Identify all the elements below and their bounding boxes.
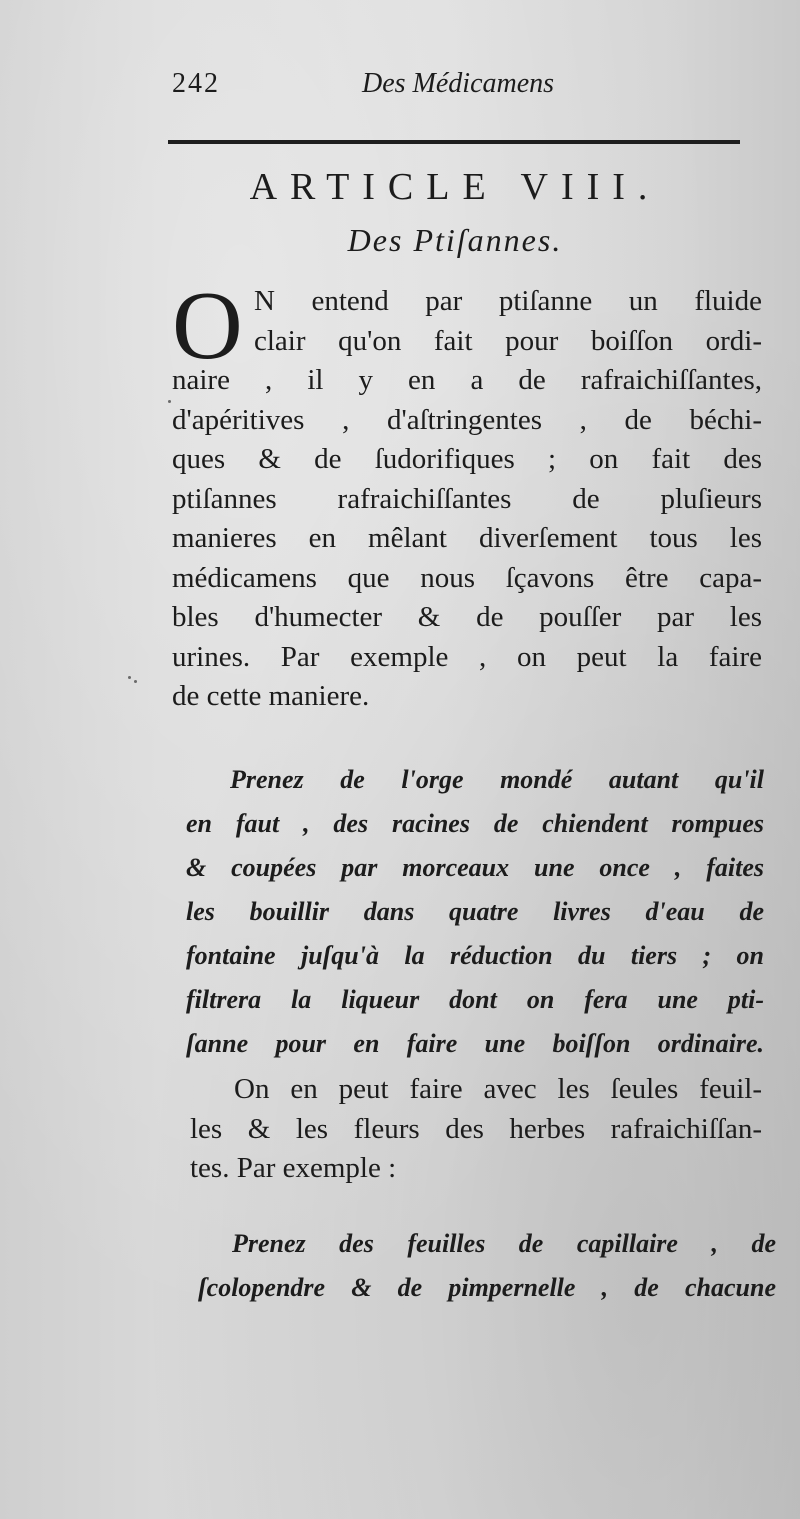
- page-header: [172, 68, 732, 108]
- paragraph-intro: [172, 272, 762, 717]
- recipe-line: ſanne pour en faire une boiſſon ordinaire.: [186, 1029, 764, 1058]
- recipe-capillaire: [198, 1222, 776, 1310]
- paragraph-line: les & les fleurs des herbes rafraichiſſan-: [190, 1112, 762, 1145]
- recipe-line: Prenez des feuilles de capillaire , de: [232, 1229, 776, 1258]
- paper-speck: [134, 680, 137, 683]
- paragraph-line: d'apéritives , d'aſtringentes , de béchi-: [172, 403, 762, 436]
- paragraph-line: médicamens que nous ſçavons être capa-: [172, 561, 762, 594]
- paper-speck: [128, 676, 131, 679]
- recipe-line: & coupées par morceaux une once , faites: [186, 853, 764, 882]
- paragraph-line: N entend par ptiſanne un fluide: [254, 285, 762, 317]
- paragraph-line: ptiſannes rafraichiſſantes de pluſieurs: [172, 482, 762, 515]
- running-head: Des Médicamens: [362, 68, 555, 99]
- drop-cap: O: [172, 272, 243, 380]
- paragraph-line: bles d'humecter & de pouſſer par les: [172, 601, 762, 633]
- paragraph-line: urines. Par exemple , on peut la faire: [172, 640, 762, 673]
- page-number: 242: [172, 68, 220, 99]
- recipe-barley: [186, 758, 764, 1066]
- header-rule: [168, 140, 740, 144]
- recipe-line: filtrera la liqueur dont on fera une pti-: [186, 985, 764, 1014]
- paragraph-line: manieres en mêlant diverſement tous les: [172, 522, 762, 554]
- recipe-line: en faut , des racines de chiendent rompues: [186, 809, 764, 838]
- paragraph-line: de cette maniere.: [172, 680, 370, 712]
- paragraph-line: ques & de ſudorifiques ; on fait des: [172, 443, 762, 475]
- paragraph-line: On en peut faire avec les ſeules feuil-: [234, 1073, 762, 1105]
- paragraph-line: naire , il y en a de rafraichiſſantes,: [172, 364, 762, 396]
- recipe-line: les bouillir dans quatre livres d'eau de: [186, 897, 764, 926]
- recipe-line: ſcolopendre & de pimpernelle , de chacune: [198, 1273, 776, 1302]
- paragraph-line: clair qu'on fait pour boiſſon ordi-: [254, 324, 762, 357]
- article-heading: ARTICLE VIII.: [249, 166, 661, 208]
- paragraph-line: tes. Par exemple :: [190, 1152, 397, 1184]
- paper-speck: [168, 400, 171, 403]
- recipe-line: fontaine juſqu'à la réduction du tiers ; on: [186, 941, 764, 970]
- paragraph-herbs: [190, 1070, 762, 1189]
- recipe-line: Prenez de l'orge mondé autant qu'il: [230, 765, 764, 794]
- section-title: Des Ptiſannes.: [347, 222, 563, 258]
